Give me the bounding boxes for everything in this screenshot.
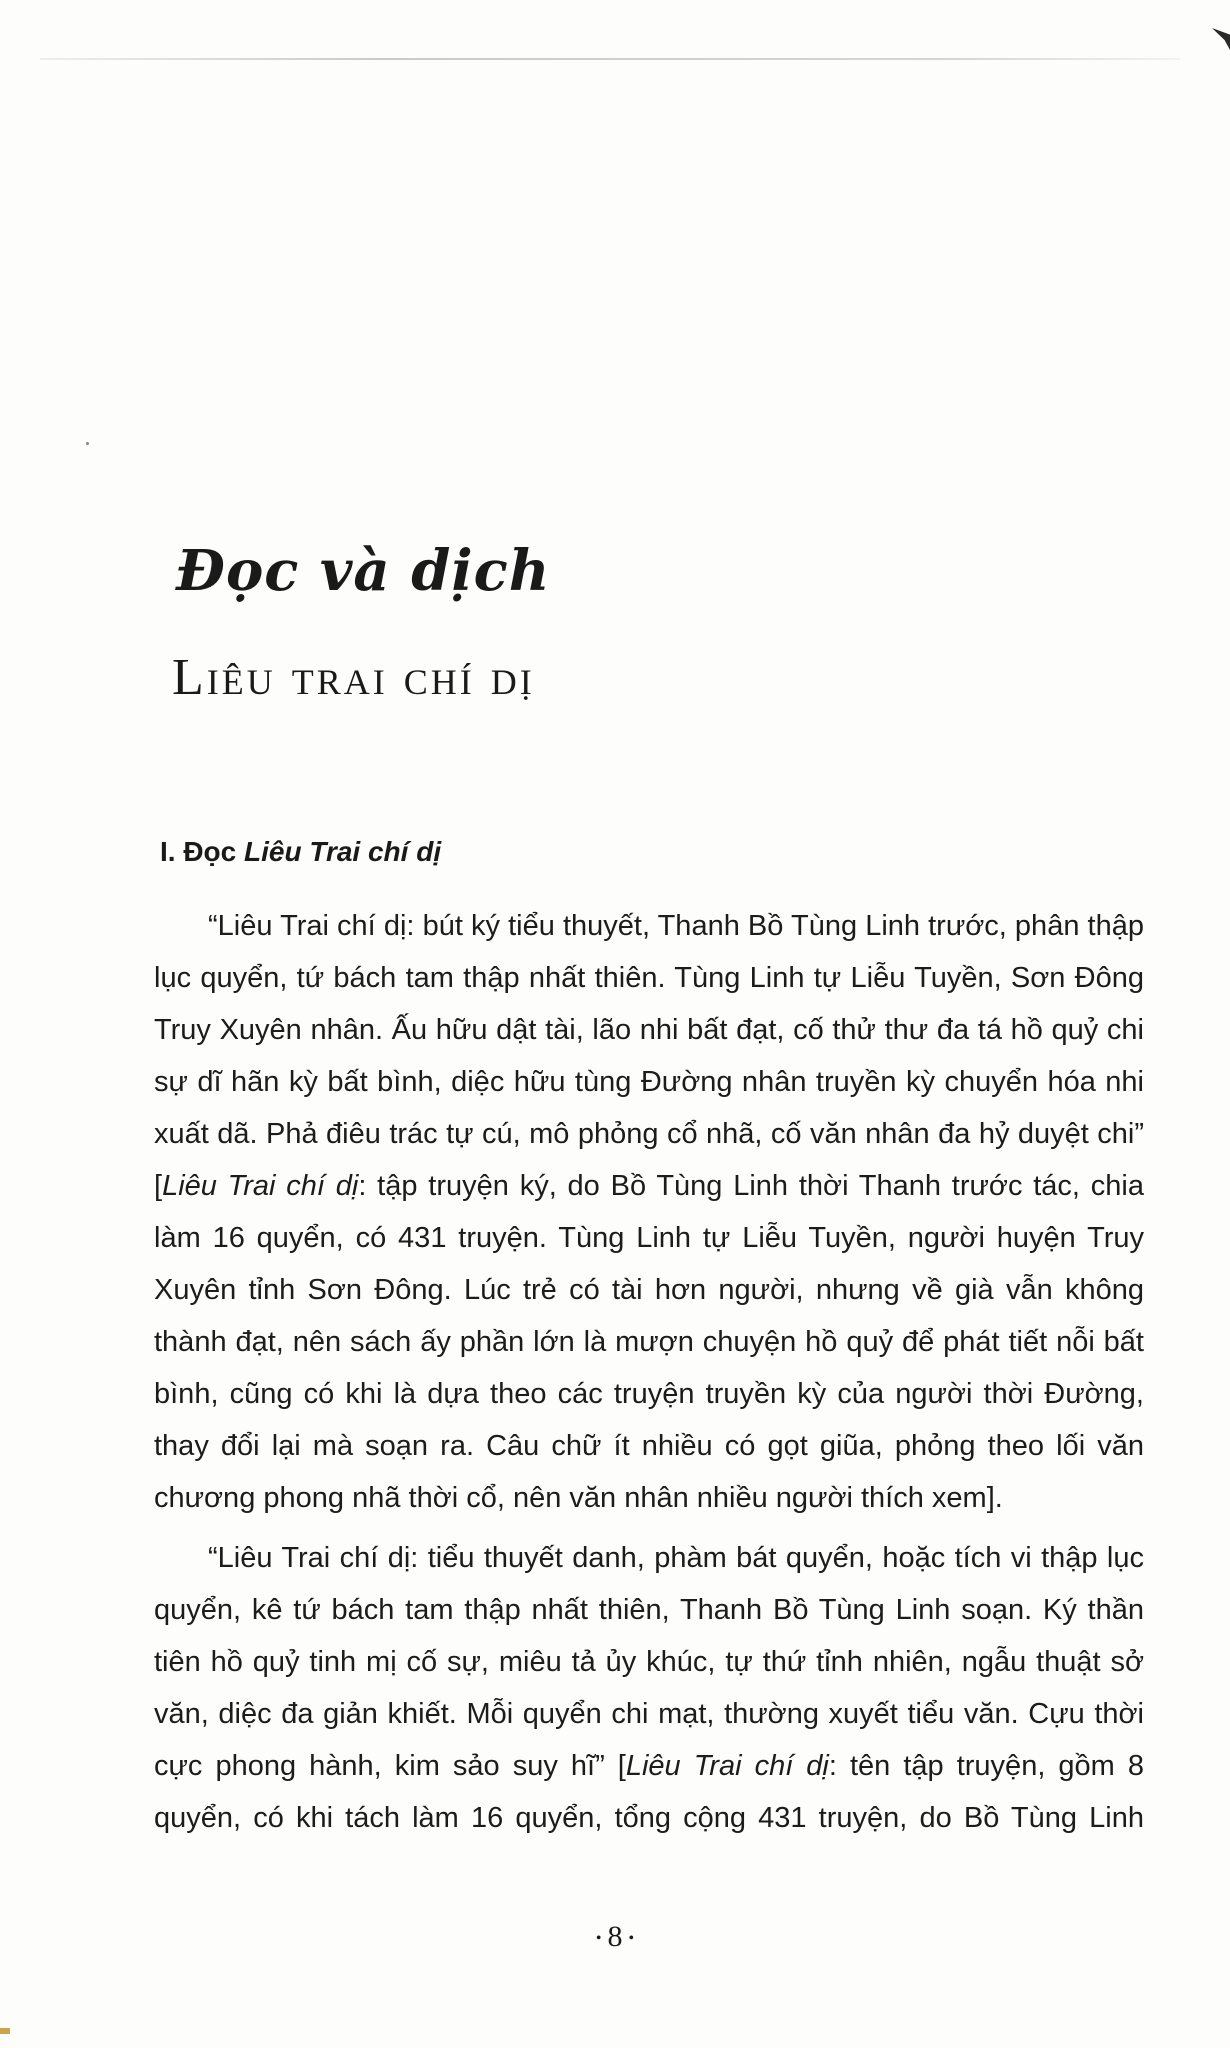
body-text bbox=[154, 900, 1144, 1844]
text-segment: chương phong nhã thời cổ, nên văn nhân nhiều người thích xem]. bbox=[154, 1482, 1003, 1514]
text-segment: “Liêu Trai chí dị: tiểu thuyết danh, phàm bát quyển, hoặc tích vi thập lục bbox=[208, 1542, 1144, 1574]
text-segment: thành đạt, nên sách ấy phần lớn là mượn chuyện hồ quỷ để phát tiết nỗi bất bbox=[154, 1326, 1144, 1358]
margin-speck bbox=[86, 442, 89, 445]
text-line bbox=[154, 1004, 1144, 1056]
text-line bbox=[154, 1264, 1144, 1316]
text-segment: bình, cũng có khi là dựa theo các truyện truyền kỳ của người thời Đường, bbox=[154, 1378, 1144, 1410]
text-segment: tiên hồ quỷ tinh mị cố sự, miêu tả ủy khúc, tự thứ tỉnh nhiên, ngẫu thuật sở bbox=[154, 1646, 1144, 1678]
text-segment: quyển, kê tứ bách tam thập nhất thiên, Thanh Bồ Tùng Linh soạn. Ký thần bbox=[154, 1594, 1144, 1626]
section-number: I. Đọc bbox=[160, 836, 237, 867]
text-segment: : tập truyện ký, do Bồ Tùng Linh thời Thanh trước tác, chia bbox=[358, 1170, 1144, 1202]
paragraph-gap bbox=[154, 1524, 1144, 1532]
top-rule bbox=[40, 58, 1180, 60]
text-segment: “Liêu Trai chí dị: bút ký tiểu thuyết, Thanh Bồ Tùng Linh trước, phân thập bbox=[208, 910, 1144, 942]
text-segment: Truy Xuyên nhân. Ấu hữu dật tài, lão nhi bất đạt, cố thử thư đa tá hồ quỷ chi bbox=[154, 1014, 1144, 1046]
text-line bbox=[154, 1688, 1144, 1740]
text-segment: quyển, có khi tách làm 16 quyển, tổng cộng 431 truyện, do Bồ Tùng Linh bbox=[154, 1802, 1144, 1834]
text-line bbox=[154, 1108, 1144, 1160]
chapter-main-title: Liêu trai chí dị bbox=[172, 649, 535, 706]
text-line bbox=[154, 1792, 1144, 1844]
text-line bbox=[154, 1160, 1144, 1212]
page-number-dot-right: • bbox=[628, 1930, 635, 1948]
corner-mark bbox=[1212, 28, 1230, 50]
text-line bbox=[154, 1584, 1144, 1636]
text-line bbox=[154, 1532, 1144, 1584]
italic-title-ref: Liêu Trai chí dị bbox=[162, 1170, 359, 1202]
text-line bbox=[154, 1056, 1144, 1108]
text-segment: làm 16 quyển, có 431 truyện. Tùng Linh tự Liễu Tuyền, người huyện Truy bbox=[154, 1222, 1144, 1254]
edge-mark bbox=[0, 2028, 10, 2034]
text-segment: : tên tập truyện, gồm 8 bbox=[828, 1750, 1145, 1782]
text-segment: văn, diệc đa giản khiết. Mỗi quyển chi mạt, thường xuyết tiểu văn. Cựu thời bbox=[154, 1698, 1144, 1730]
text-line bbox=[154, 952, 1144, 1004]
text-line bbox=[154, 1368, 1144, 1420]
page-number-value: 8 bbox=[607, 1920, 623, 1953]
text-segment: sự dĩ hãn kỳ bất bình, diệc hữu tùng Đường nhân truyền kỳ chuyển hóa nhi bbox=[154, 1066, 1144, 1098]
text-line bbox=[154, 1636, 1144, 1688]
text-segment: thay đổi lại mà soạn ra. Câu chữ ít nhiều có gọt giũa, phỏng theo lối văn bbox=[154, 1430, 1144, 1462]
text-line bbox=[154, 900, 1144, 952]
text-segment: cực phong hành, kim sảo suy hĩ” [ bbox=[154, 1750, 626, 1782]
italic-title-ref: Liêu Trai chí dị bbox=[625, 1750, 829, 1782]
text-segment: lục quyển, tứ bách tam thập nhất thiên. Tùng Linh tự Liễu Tuyền, Sơn Đông bbox=[154, 962, 1144, 994]
text-line bbox=[154, 1472, 1144, 1524]
page-number-dot-left: • bbox=[595, 1930, 602, 1948]
text-line bbox=[154, 1740, 1144, 1792]
page-number bbox=[0, 1920, 1230, 1954]
chapter-script-title: Đọc và dịch bbox=[176, 538, 551, 604]
text-line bbox=[154, 1420, 1144, 1472]
text-line bbox=[154, 1212, 1144, 1264]
section-heading bbox=[160, 836, 441, 868]
text-segment: xuất dã. Phả điêu trác tự cú, mô phỏng cổ nhã, cố văn nhân đa hỷ duyệt chi” bbox=[154, 1118, 1144, 1150]
text-line bbox=[154, 1316, 1144, 1368]
text-segment: [ bbox=[154, 1170, 163, 1202]
section-title-italic: Liêu Trai chí dị bbox=[244, 836, 442, 867]
text-segment: Xuyên tỉnh Sơn Đông. Lúc trẻ có tài hơn người, nhưng về già vẫn không bbox=[154, 1274, 1144, 1306]
